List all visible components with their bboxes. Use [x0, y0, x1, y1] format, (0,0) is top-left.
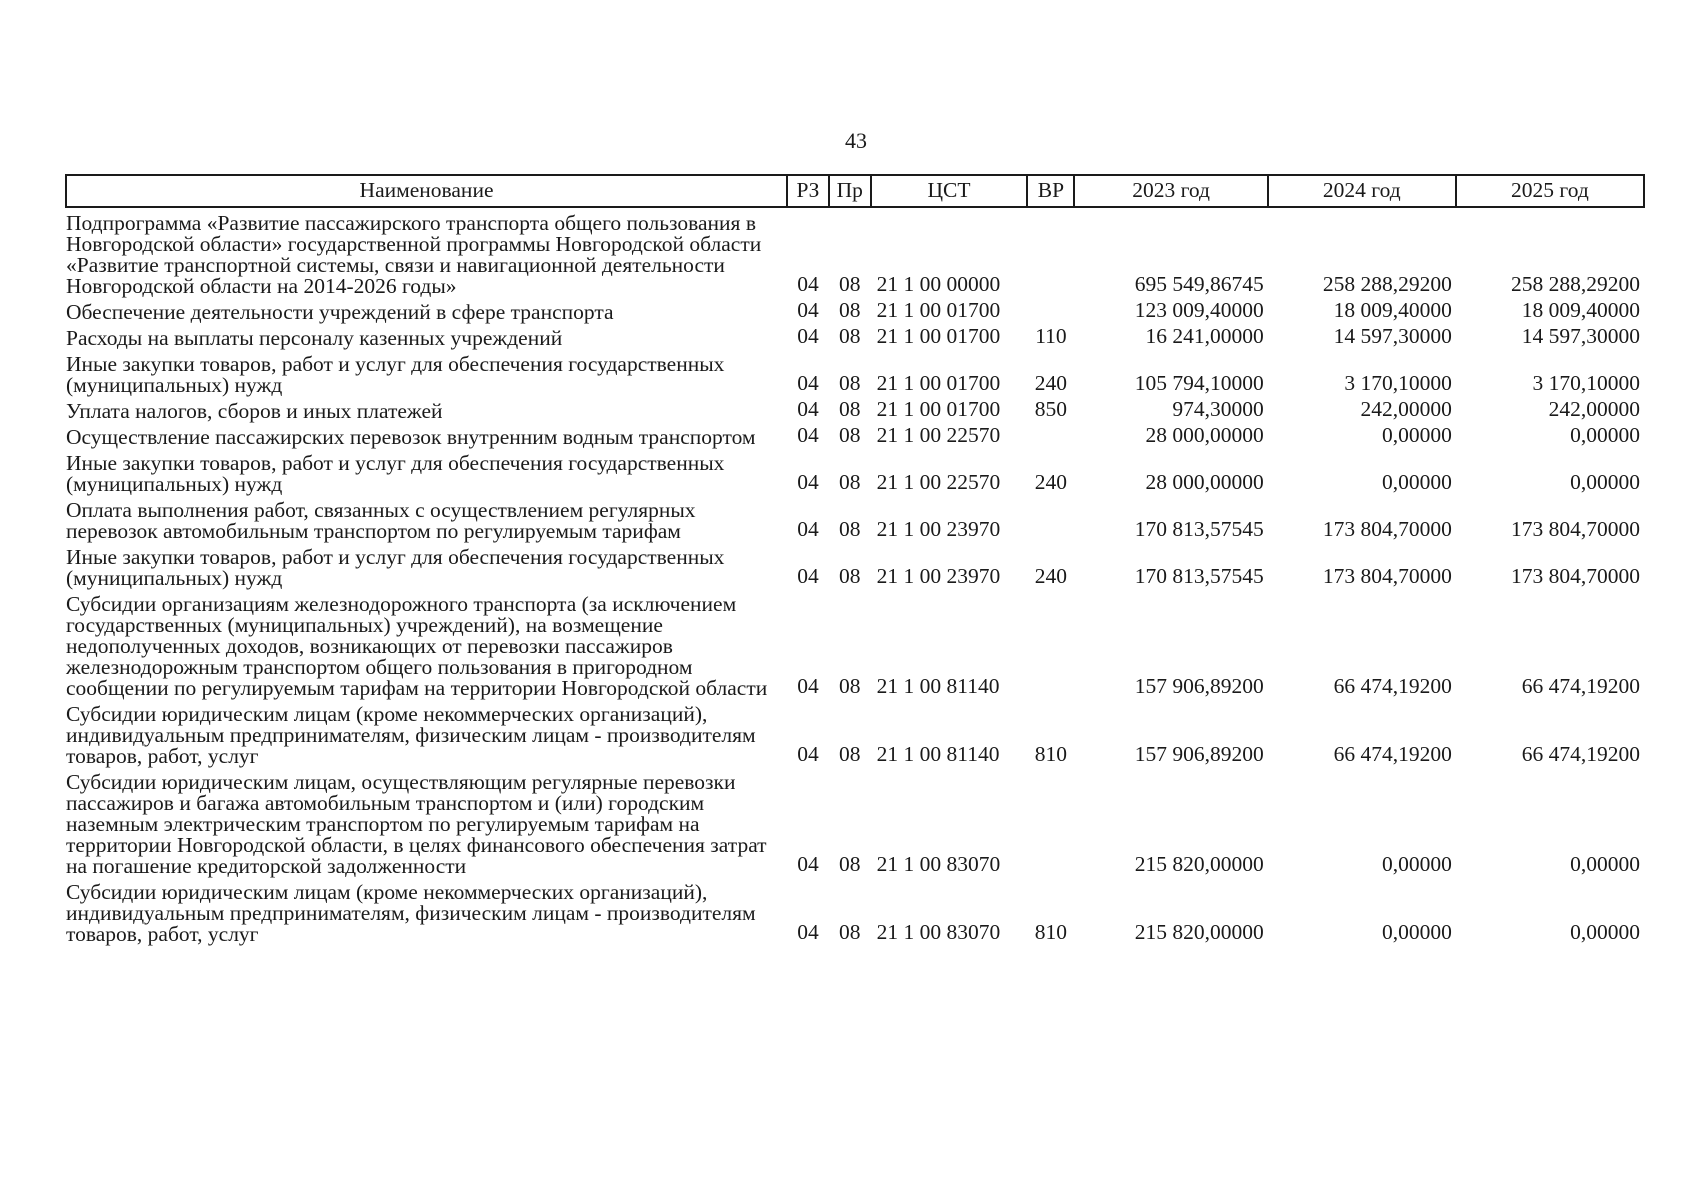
- row-pr: 08: [839, 920, 861, 944]
- row-pr: 08: [839, 517, 861, 541]
- table-row: [66, 589, 1644, 699]
- row-amount-2024: 0,00000: [1381, 920, 1452, 944]
- table-header-row: [66, 175, 1644, 207]
- row-vr: 240: [1034, 371, 1068, 395]
- row-pr: 08: [839, 298, 861, 322]
- row-pr: 08: [839, 674, 861, 698]
- row-name: Иные закупки товаров, работ и услуг для обеспечения государственных (муниципальных) нужд: [66, 451, 725, 496]
- row-amount-2024: 242,00000: [1360, 397, 1452, 421]
- row-vr: [1027, 589, 1074, 699]
- header-2024: 2024 год: [1268, 175, 1456, 207]
- row-cst: 21 1 00 83070: [876, 920, 1001, 944]
- row-pr: 08: [839, 371, 861, 395]
- table-row: [66, 323, 1644, 349]
- row-vr: 240: [1034, 470, 1068, 494]
- budget-table: [65, 174, 1645, 945]
- row-amount-2024: 0,00000: [1381, 423, 1452, 447]
- row-rz: 04: [797, 371, 819, 395]
- row-pr: 08: [839, 564, 861, 588]
- row-name: Обеспечение деятельности учреждений в сфере транспорта: [66, 300, 614, 324]
- header-rz: РЗ: [787, 175, 829, 207]
- row-cst: 21 1 00 00000: [876, 272, 1001, 296]
- row-cst: 21 1 00 81140: [876, 742, 1000, 766]
- header-cst: ЦСТ: [871, 175, 1028, 207]
- row-vr: [1027, 495, 1074, 542]
- row-pr: 08: [839, 470, 861, 494]
- row-pr: 08: [839, 742, 861, 766]
- row-amount-2023: 28 000,00000: [1145, 423, 1264, 447]
- header-pr: Пр: [829, 175, 871, 207]
- table-row: [66, 396, 1644, 422]
- row-pr: 08: [839, 324, 861, 348]
- row-rz: 04: [797, 470, 819, 494]
- row-rz: 04: [797, 742, 819, 766]
- row-amount-2023: 16 241,00000: [1145, 324, 1264, 348]
- page-number: 43: [845, 128, 867, 153]
- header-vr: ВР: [1027, 175, 1074, 207]
- row-amount-2024: 18 009,40000: [1333, 298, 1452, 322]
- row-amount-2025: 14 597,30000: [1521, 324, 1640, 348]
- row-amount-2023: 215 820,00000: [1134, 852, 1264, 876]
- row-amount-2023: 157 906,89200: [1134, 674, 1264, 698]
- row-amount-2023: 157 906,89200: [1134, 742, 1264, 766]
- row-name: Осуществление пассажирских перевозок внутренним водным транспортом: [66, 425, 756, 449]
- table-row: [66, 349, 1644, 396]
- row-cst: 21 1 00 01700: [876, 397, 1001, 421]
- row-name: Оплата выполнения работ, связанных с осуществлением регулярных перевозок автомобильным транспортом по регулируемым тарифам: [66, 498, 696, 543]
- row-amount-2023: 170 813,57545: [1134, 564, 1264, 588]
- row-cst: 21 1 00 23970: [876, 564, 1001, 588]
- row-pr: 08: [839, 272, 861, 296]
- row-vr: 810: [1034, 920, 1068, 944]
- row-rz: 04: [797, 517, 819, 541]
- row-vr: 110: [1035, 324, 1067, 348]
- table-row: [66, 297, 1644, 323]
- row-vr: [1027, 767, 1074, 877]
- row-rz: 04: [797, 298, 819, 322]
- row-rz: 04: [797, 564, 819, 588]
- row-amount-2024: 66 474,19200: [1333, 742, 1452, 766]
- row-vr: [1027, 297, 1074, 323]
- table-row: [66, 422, 1644, 448]
- row-cst: 21 1 00 01700: [876, 298, 1001, 322]
- row-name: Иные закупки товаров, работ и услуг для обеспечения государственных (муниципальных) нужд: [66, 545, 725, 590]
- row-amount-2024: 173 804,70000: [1322, 564, 1452, 588]
- table-row: [66, 495, 1644, 542]
- row-amount-2023: 105 794,10000: [1134, 371, 1264, 395]
- header-2023: 2023 год: [1074, 175, 1267, 207]
- row-amount-2025: 173 804,70000: [1511, 517, 1640, 541]
- row-name: Субсидии юридическим лицам (кроме некоммерческих организаций), индивидуальным предпринимателям, физическим лицам - производителям товаров, работ, услуг: [66, 702, 756, 768]
- row-cst: 21 1 00 81140: [876, 674, 1000, 698]
- table-row: [66, 699, 1644, 767]
- row-amount-2024: 3 170,10000: [1344, 371, 1452, 395]
- row-amount-2025: 66 474,19200: [1521, 742, 1640, 766]
- row-cst: 21 1 00 83070: [876, 852, 1001, 876]
- table-row: [66, 448, 1644, 495]
- row-name: Иные закупки товаров, работ и услуг для обеспечения государственных (муниципальных) нужд: [66, 352, 725, 397]
- row-rz: 04: [797, 397, 819, 421]
- row-cst: 21 1 00 22570: [876, 470, 1001, 494]
- row-amount-2024: 0,00000: [1381, 852, 1452, 876]
- row-vr: 810: [1034, 742, 1068, 766]
- row-vr: [1027, 207, 1074, 297]
- row-name: Субсидии юридическим лицам, осуществляющим регулярные перевозки пассажиров и багажа автомобильным транспортом и (или) городским наземным электрическим транспортом по регулируемым тарифам на территории Новгородской области, в целях финансового обеспечения затрат на погашение кредиторской задолженности: [66, 770, 767, 878]
- row-vr: 850: [1034, 397, 1068, 421]
- row-name: Подпрограмма «Развитие пассажирского транспорта общего пользования в Новгородской области» государственной программы Новгородской области «Развитие транспортной системы, связи и навигационной деятельности Новгородской области на 2014-2026 годы»: [66, 211, 762, 298]
- row-amount-2024: 258 288,29200: [1322, 272, 1452, 296]
- row-amount-2023: 170 813,57545: [1134, 517, 1264, 541]
- row-amount-2025: 0,00000: [1570, 852, 1640, 876]
- row-rz: 04: [797, 852, 819, 876]
- row-amount-2024: 14 597,30000: [1333, 324, 1452, 348]
- table-row: [66, 767, 1644, 877]
- row-name: Субсидии организациям железнодорожного транспорта (за исключением государственных (муниципальных) учреждений), на возмещение недополученных доходов, возникающих от перевозки пассажиров железнодорожным транспортом общего пользования в пригородном сообщении по регулируемым тарифам на территории Новгородской области: [66, 592, 768, 700]
- header-2025: 2025 год: [1456, 175, 1644, 207]
- row-amount-2025: 258 288,29200: [1511, 272, 1640, 296]
- table-row: [66, 542, 1644, 589]
- row-pr: 08: [839, 397, 861, 421]
- table-body: [66, 207, 1644, 945]
- row-name: Уплата налогов, сборов и иных платежей: [66, 399, 443, 423]
- row-amount-2024: 173 804,70000: [1322, 517, 1452, 541]
- row-amount-2023: 123 009,40000: [1134, 298, 1264, 322]
- row-rz: 04: [797, 272, 819, 296]
- row-cst: 21 1 00 01700: [876, 371, 1001, 395]
- row-rz: 04: [797, 674, 819, 698]
- row-amount-2025: 0,00000: [1570, 920, 1640, 944]
- row-rz: 04: [797, 423, 819, 447]
- row-amount-2024: 66 474,19200: [1333, 674, 1452, 698]
- row-pr: 08: [839, 852, 861, 876]
- row-rz: 04: [797, 920, 819, 944]
- table-row: [66, 207, 1644, 297]
- row-amount-2023: 974,30000: [1172, 397, 1264, 421]
- row-vr: [1027, 422, 1074, 448]
- header-name: Наименование: [66, 175, 787, 207]
- row-name: Субсидии юридическим лицам (кроме некоммерческих организаций), индивидуальным предпринимателям, физическим лицам - производителям товаров, работ, услуг: [66, 880, 756, 946]
- table-row: [66, 877, 1644, 945]
- row-amount-2023: 215 820,00000: [1134, 920, 1264, 944]
- row-amount-2025: 18 009,40000: [1521, 298, 1640, 322]
- row-pr: 08: [839, 423, 861, 447]
- row-rz: 04: [797, 324, 819, 348]
- row-amount-2024: 0,00000: [1381, 470, 1452, 494]
- row-amount-2025: 0,00000: [1570, 470, 1640, 494]
- row-name: Расходы на выплаты персоналу казенных учреждений: [66, 326, 563, 350]
- row-amount-2025: 173 804,70000: [1511, 564, 1640, 588]
- row-vr: 240: [1034, 564, 1068, 588]
- row-cst: 21 1 00 22570: [876, 423, 1001, 447]
- row-amount-2025: 66 474,19200: [1521, 674, 1640, 698]
- row-amount-2025: 3 170,10000: [1532, 371, 1640, 395]
- row-amount-2025: 0,00000: [1570, 423, 1640, 447]
- row-amount-2023: 28 000,00000: [1145, 470, 1264, 494]
- row-cst: 21 1 00 01700: [876, 324, 1001, 348]
- row-cst: 21 1 00 23970: [876, 517, 1001, 541]
- row-amount-2025: 242,00000: [1548, 397, 1640, 421]
- row-amount-2023: 695 549,86745: [1134, 272, 1264, 296]
